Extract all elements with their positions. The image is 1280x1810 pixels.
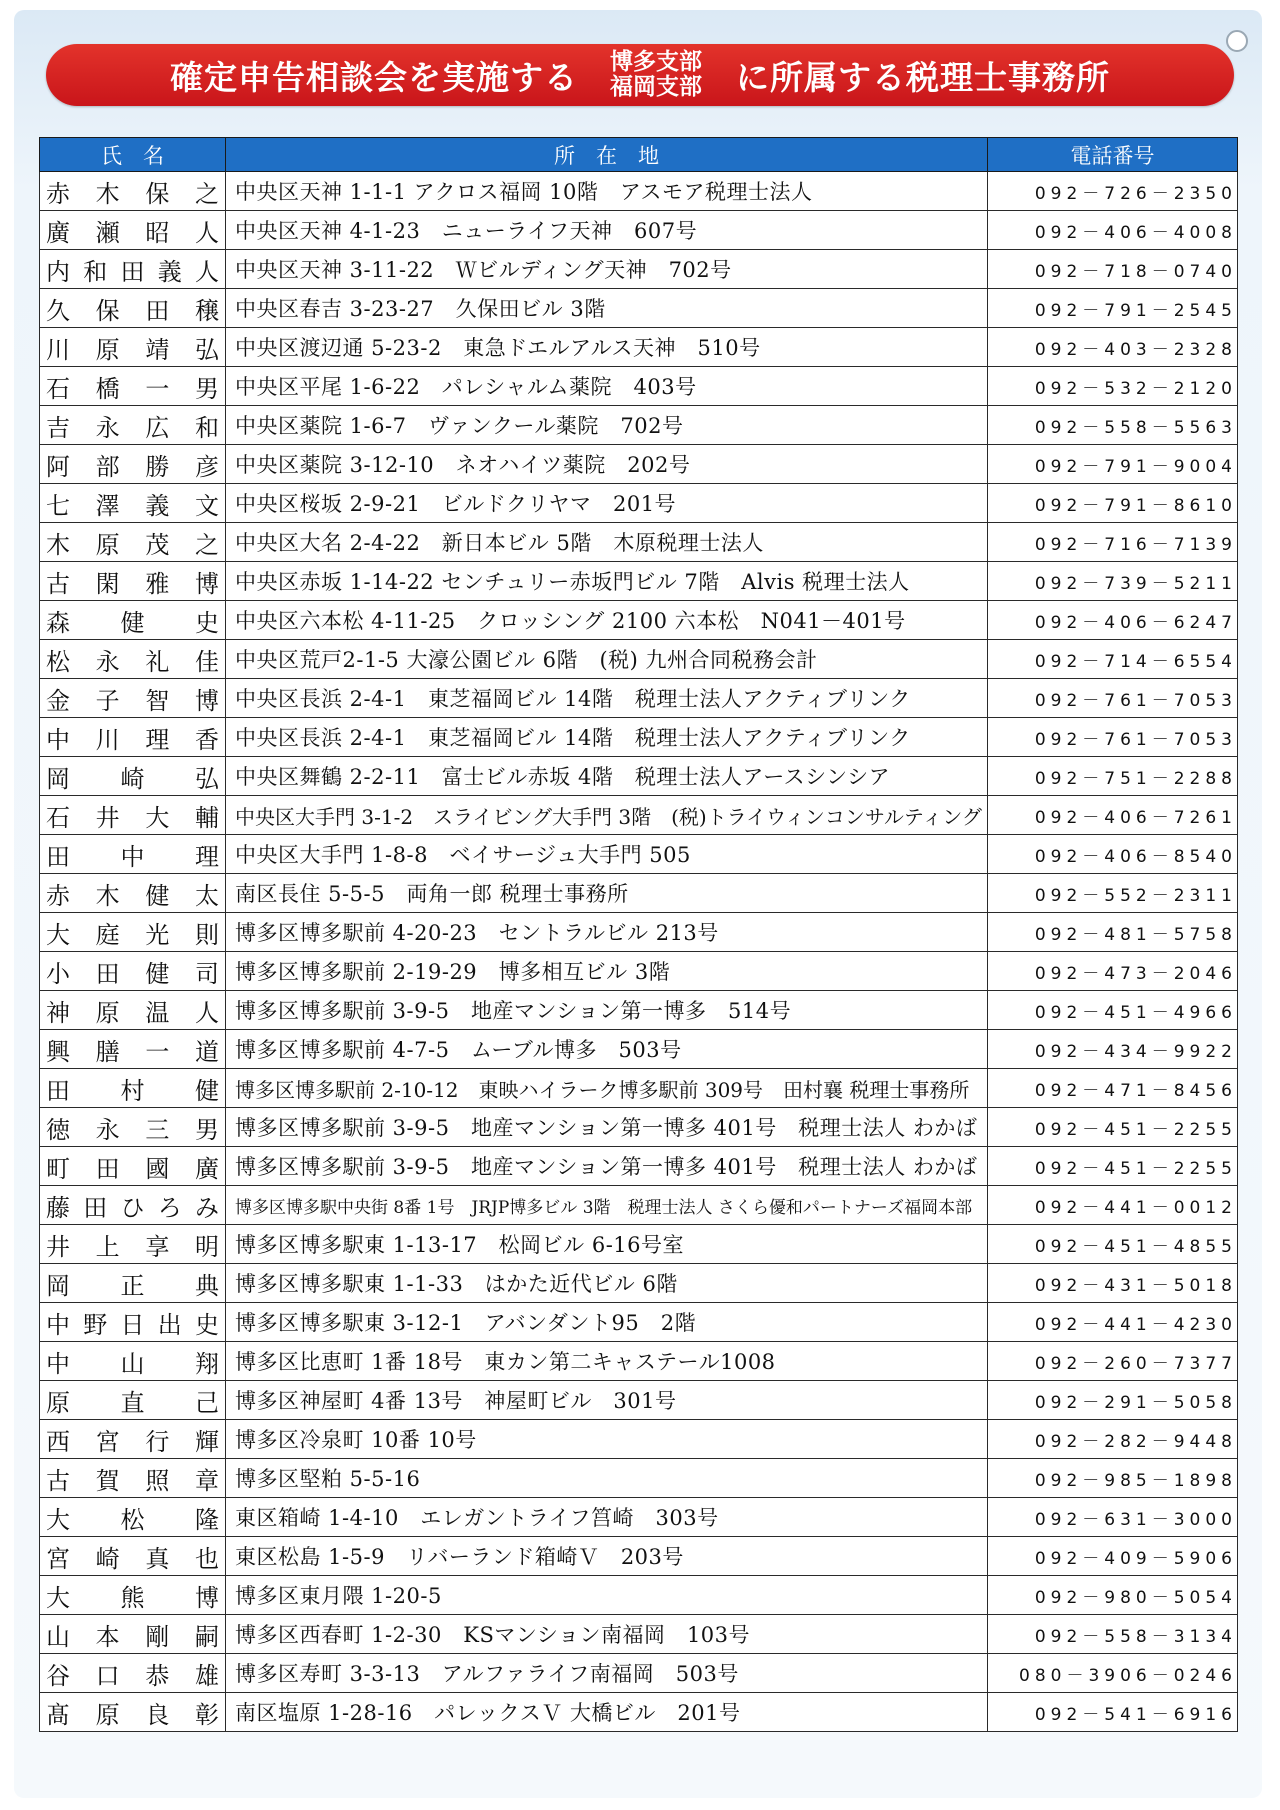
address-cell: 博多区博多駅前 3-9-5 地産マンション第一博多 401号 税理士法人 わかば: [226, 1147, 988, 1186]
table-row: [40, 913, 1238, 952]
address-cell: 博多区寿町 3-3-13 アルファライフ南福岡 503号: [226, 1654, 988, 1693]
name-cell: 赤木保之: [40, 172, 226, 211]
address-cell: 中央区渡辺通 5-23-2 東急ドエルアルス天神 510号: [226, 328, 988, 367]
name-cell: 町田國廣: [40, 1147, 226, 1186]
address-cell: 博多区西春町 1-2-30 KSマンション南福岡 103号: [226, 1615, 988, 1654]
table-row: [40, 640, 1238, 679]
punch-hole: [1226, 30, 1248, 52]
name-cell: 古閑雅博: [40, 562, 226, 601]
name-cell: 田中理: [40, 835, 226, 874]
phone-cell: 092－552－2311: [988, 874, 1238, 913]
phone-cell: 092－980－5054: [988, 1576, 1238, 1615]
address-cell: 博多区博多駅前 4-7-5 ムーブル博多 503号: [226, 1030, 988, 1069]
table-row: [40, 1615, 1238, 1654]
phone-cell: 092－541－6916: [988, 1693, 1238, 1732]
phone-cell: 092－558－3134: [988, 1615, 1238, 1654]
name-cell: 森健史: [40, 601, 226, 640]
table-row: [40, 718, 1238, 757]
table-row: [40, 1264, 1238, 1303]
phone-cell: 092－631－3000: [988, 1498, 1238, 1537]
table-row: [40, 1654, 1238, 1693]
address-cell: 南区長住 5-5-5 両角一郎 税理士事務所: [226, 874, 988, 913]
phone-cell: 092－471－8456: [988, 1069, 1238, 1108]
banner-branches: [610, 50, 702, 100]
table-row: [40, 1030, 1238, 1069]
address-cell: 博多区博多駅東 1-1-33 はかた近代ビル 6階: [226, 1264, 988, 1303]
phone-cell: 092－985－1898: [988, 1459, 1238, 1498]
phone-cell: 092－761－7053: [988, 679, 1238, 718]
address-cell: 中央区天神 1-1-1 アクロス福岡 10階 アスモア税理士法人: [226, 172, 988, 211]
phone-cell: 092－441－4230: [988, 1303, 1238, 1342]
name-cell: 七澤義文: [40, 484, 226, 523]
name-cell: 小田健司: [40, 952, 226, 991]
phone-cell: 092－726－2350: [988, 172, 1238, 211]
phone-cell: 092－714－6554: [988, 640, 1238, 679]
address-cell: 博多区博多駅前 3-9-5 地産マンション第一博多 514号: [226, 991, 988, 1030]
phone-cell: 080－3906－0246: [988, 1654, 1238, 1693]
phone-cell: 092－282－9448: [988, 1420, 1238, 1459]
name-cell: 興膳一道: [40, 1030, 226, 1069]
phone-cell: 092－409－5906: [988, 1537, 1238, 1576]
address-cell: 中央区六本松 4-11-25 クロッシング 2100 六本松 N041－401号: [226, 601, 988, 640]
table-row: [40, 523, 1238, 562]
phone-cell: 092－532－2120: [988, 367, 1238, 406]
address-cell: 博多区博多駅東 1-13-17 松岡ビル 6-16号室: [226, 1225, 988, 1264]
name-cell: 中野日出史: [40, 1303, 226, 1342]
name-cell: 古賀照章: [40, 1459, 226, 1498]
address-cell: 中央区長浜 2-4-1 東芝福岡ビル 14階 税理士法人アクティブリンク: [226, 679, 988, 718]
name-cell: 藤田ひろみ: [40, 1186, 226, 1225]
name-cell: 川原靖弘: [40, 328, 226, 367]
table-row: [40, 250, 1238, 289]
table-row: [40, 562, 1238, 601]
table-row: [40, 406, 1238, 445]
name-cell: 吉永広和: [40, 406, 226, 445]
address-cell: 博多区東月隈 1-20-5: [226, 1576, 988, 1615]
table-row: [40, 1498, 1238, 1537]
address-cell: 中央区大手門 3-1-2 スライビング大手門 3階 (税)トライウィンコンサルティング: [226, 796, 988, 835]
name-cell: 宮崎真也: [40, 1537, 226, 1576]
address-cell: 南区塩原 1-28-16 パレックスＶ 大橋ビル 201号: [226, 1693, 988, 1732]
name-cell: 西宮行輝: [40, 1420, 226, 1459]
phone-cell: 092－791－2545: [988, 289, 1238, 328]
title-banner: [46, 44, 1234, 106]
table-row: [40, 445, 1238, 484]
table-header-row: [40, 138, 1238, 172]
name-cell: 山本剛嗣: [40, 1615, 226, 1654]
name-cell: 阿部勝彦: [40, 445, 226, 484]
address-cell: 中央区舞鶴 2-2-11 富士ビル赤坂 4階 税理士法人アースシンシア: [226, 757, 988, 796]
table-row: [40, 1147, 1238, 1186]
phone-cell: 092－451－2255: [988, 1147, 1238, 1186]
address-cell: 中央区大手門 1-8-8 ベイサージュ大手門 505: [226, 835, 988, 874]
table-row: [40, 484, 1238, 523]
phone-cell: 092－473－2046: [988, 952, 1238, 991]
table-row: [40, 1342, 1238, 1381]
table-row: [40, 367, 1238, 406]
phone-cell: 092－751－2288: [988, 757, 1238, 796]
phone-cell: 092－431－5018: [988, 1264, 1238, 1303]
table-row: [40, 952, 1238, 991]
address-cell: 博多区冷泉町 10番 10号: [226, 1420, 988, 1459]
address-cell: 博多区博多駅前 2-19-29 博多相互ビル 3階: [226, 952, 988, 991]
address-cell: 博多区博多駅前 2-10-12 東映ハイラーク博多駅前 309号 田村襄 税理士事務所: [226, 1069, 988, 1108]
address-cell: 中央区平尾 1-6-22 パレシャルム薬院 403号: [226, 367, 988, 406]
table-row: [40, 796, 1238, 835]
address-cell: 中央区長浜 2-4-1 東芝福岡ビル 14階 税理士法人アクティブリンク: [226, 718, 988, 757]
banner-branch-hakata: 博多支部: [610, 49, 702, 75]
table-row: [40, 601, 1238, 640]
address-cell: 中央区薬院 3-12-10 ネオハイツ薬院 202号: [226, 445, 988, 484]
phone-cell: 092－451－4855: [988, 1225, 1238, 1264]
banner-title-right: に所属する税理士事務所: [736, 57, 1110, 97]
phone-cell: 092－434－9922: [988, 1030, 1238, 1069]
phone-cell: 092－761－7053: [988, 718, 1238, 757]
name-cell: 大熊博: [40, 1576, 226, 1615]
table-row: [40, 1459, 1238, 1498]
address-cell: 中央区薬院 1-6-7 ヴァンクール薬院 702号: [226, 406, 988, 445]
header-name: 氏 名: [40, 138, 226, 172]
table-row: [40, 211, 1238, 250]
address-cell: 中央区赤坂 1-14-22 センチュリー赤坂門ビル 7階 Alvis 税理士法人: [226, 562, 988, 601]
name-cell: 中山翔: [40, 1342, 226, 1381]
name-cell: 谷口恭雄: [40, 1654, 226, 1693]
name-cell: 金子智博: [40, 679, 226, 718]
name-cell: 井上享明: [40, 1225, 226, 1264]
table-row: [40, 1069, 1238, 1108]
phone-cell: 092－739－5211: [988, 562, 1238, 601]
phone-cell: 092－406－4008: [988, 211, 1238, 250]
phone-cell: 092－441－0012: [988, 1186, 1238, 1225]
table-row: [40, 1693, 1238, 1732]
address-cell: 中央区大名 2-4-22 新日本ビル 5階 木原税理士法人: [226, 523, 988, 562]
name-cell: 内和田義人: [40, 250, 226, 289]
table-row: [40, 1537, 1238, 1576]
name-cell: 神原温人: [40, 991, 226, 1030]
name-cell: 原直己: [40, 1381, 226, 1420]
name-cell: 中川理香: [40, 718, 226, 757]
address-cell: 博多区博多駅東 3-12-1 アバンダント95 2階: [226, 1303, 988, 1342]
table-row: [40, 328, 1238, 367]
table-row: [40, 1576, 1238, 1615]
phone-cell: 092－291－5058: [988, 1381, 1238, 1420]
table-row: [40, 1225, 1238, 1264]
table-row: [40, 757, 1238, 796]
phone-cell: 092－451－2255: [988, 1108, 1238, 1147]
name-cell: 徳永三男: [40, 1108, 226, 1147]
tax-office-table: [39, 137, 1238, 1732]
table-body: [40, 172, 1238, 1732]
address-cell: 東区箱崎 1-4-10 エレガントライフ筥崎 303号: [226, 1498, 988, 1537]
phone-cell: 092－403－2328: [988, 328, 1238, 367]
phone-cell: 092－481－5758: [988, 913, 1238, 952]
table-row: [40, 835, 1238, 874]
address-cell: 中央区春吉 3-23-27 久保田ビル 3階: [226, 289, 988, 328]
phone-cell: 092－716－7139: [988, 523, 1238, 562]
table-row: [40, 679, 1238, 718]
table-row: [40, 289, 1238, 328]
table-row: [40, 1303, 1238, 1342]
name-cell: 松永礼佳: [40, 640, 226, 679]
header-address: 所 在 地: [226, 138, 988, 172]
phone-cell: 092－718－0740: [988, 250, 1238, 289]
name-cell: 田村健: [40, 1069, 226, 1108]
address-cell: 博多区堅粕 5-5-16: [226, 1459, 988, 1498]
table-row: [40, 1381, 1238, 1420]
name-cell: 髙原良彰: [40, 1693, 226, 1732]
phone-cell: 092－451－4966: [988, 991, 1238, 1030]
address-cell: 博多区比恵町 1番 18号 東カン第二キャステール1008: [226, 1342, 988, 1381]
address-cell: 中央区荒戸2-1-5 大濠公園ビル 6階 (税) 九州合同税務会計: [226, 640, 988, 679]
table-row: [40, 172, 1238, 211]
table-row: [40, 1420, 1238, 1459]
table-row: [40, 874, 1238, 913]
phone-cell: 092－406－7261: [988, 796, 1238, 835]
address-cell: 中央区天神 3-11-22 Ｗビルディング天神 702号: [226, 250, 988, 289]
name-cell: 大庭光則: [40, 913, 226, 952]
address-cell: 博多区博多駅中央街 8番 1号 JRJP博多ビル 3階 税理士法人 さくら優和パートナーズ福岡本部: [226, 1186, 988, 1225]
phone-cell: 092－260－7377: [988, 1342, 1238, 1381]
header-phone: 電話番号: [988, 138, 1238, 172]
address-cell: 中央区天神 4-1-23 ニューライフ天神 607号: [226, 211, 988, 250]
phone-cell: 092－558－5563: [988, 406, 1238, 445]
banner-branch-fukuoka: 福岡支部: [610, 74, 702, 100]
name-cell: 大松隆: [40, 1498, 226, 1537]
name-cell: 石橋一男: [40, 367, 226, 406]
phone-cell: 092－791－8610: [988, 484, 1238, 523]
name-cell: 岡崎弘: [40, 757, 226, 796]
table-row: [40, 1108, 1238, 1147]
address-cell: 博多区博多駅前 4-20-23 セントラルビル 213号: [226, 913, 988, 952]
name-cell: 赤木健太: [40, 874, 226, 913]
banner-title-left: 確定申告相談会を実施する: [170, 57, 578, 97]
name-cell: 久保田穣: [40, 289, 226, 328]
address-cell: 中央区桜坂 2-9-21 ビルドクリヤマ 201号: [226, 484, 988, 523]
name-cell: 石井大輔: [40, 796, 226, 835]
table-row: [40, 991, 1238, 1030]
address-cell: 博多区神屋町 4番 13号 神屋町ビル 301号: [226, 1381, 988, 1420]
phone-cell: 092－791－9004: [988, 445, 1238, 484]
name-cell: 岡正典: [40, 1264, 226, 1303]
phone-cell: 092－406－8540: [988, 835, 1238, 874]
phone-cell: 092－406－6247: [988, 601, 1238, 640]
address-cell: 東区松島 1-5-9 リバーランド箱崎Ｖ 203号: [226, 1537, 988, 1576]
name-cell: 廣瀬昭人: [40, 211, 226, 250]
address-cell: 博多区博多駅前 3-9-5 地産マンション第一博多 401号 税理士法人 わかば: [226, 1108, 988, 1147]
name-cell: 木原茂之: [40, 523, 226, 562]
table-row: [40, 1186, 1238, 1225]
